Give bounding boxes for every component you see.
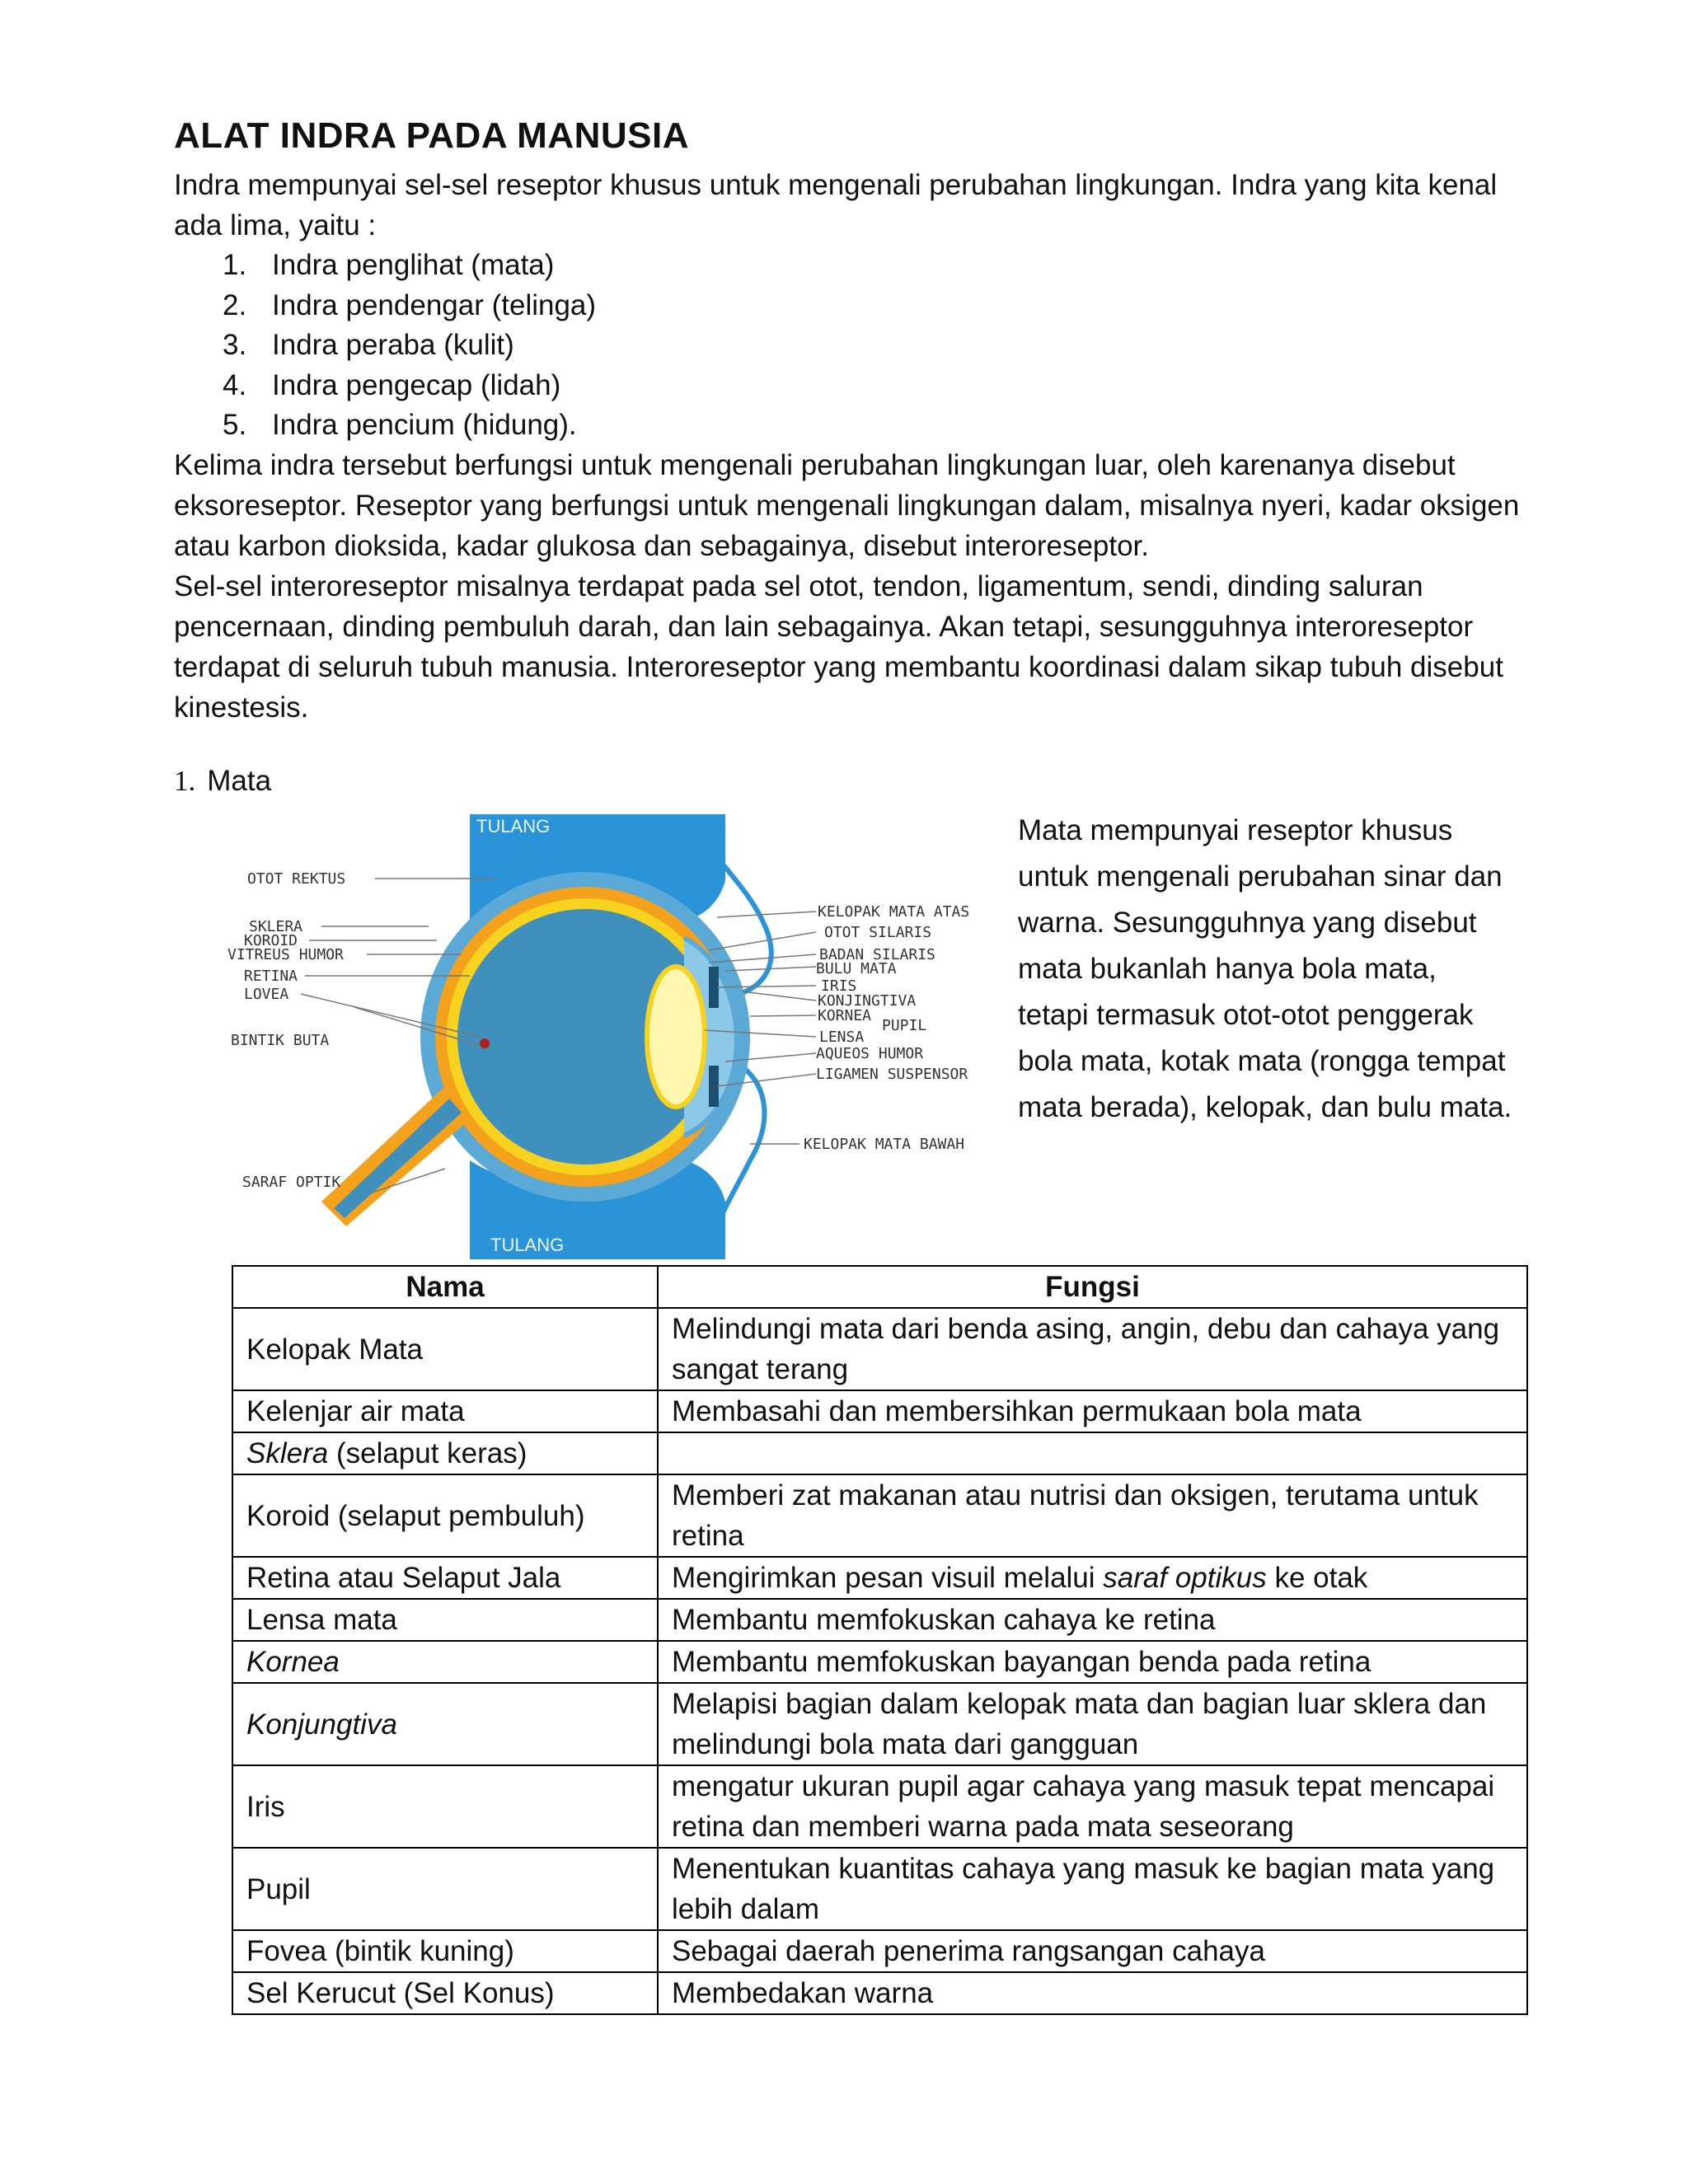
cell-fungsi: Memberi zat makanan atau nutrisi dan oksigen, terutama untuk retina [658,1474,1527,1557]
cell-nama: Kornea [232,1641,658,1683]
table-row [232,1765,1527,1848]
table-row [232,1308,1527,1390]
label-lovea: LOVEA [244,986,289,1003]
table-row [232,1599,1527,1641]
cell-fungsi [658,1432,1527,1474]
column-header-fungsi: Fungsi [658,1266,1527,1308]
label-kornea: KORNEA [818,1007,872,1024]
table-header-row [232,1266,1527,1308]
cell-nama: Fovea (bintik kuning) [232,1930,658,1972]
page-title: ALAT INDRA PADA MANUSIA [174,115,690,156]
cell-fungsi: Membedakan warna [658,1972,1527,2014]
label-retina: RETINA [244,968,298,985]
eye-parts-table [232,1265,1528,2015]
cell-fungsi: Membasahi dan membersihkan permukaan bola mata [658,1390,1527,1432]
cell-fungsi: Membantu memfokuskan bayangan benda pada retina [658,1641,1527,1683]
label-kelopak-mata-bawah: KELOPAK MATA BAWAH [804,1136,965,1153]
table-row [232,1972,1527,2014]
label-aqueos-humor: AQUEOS HUMOR [816,1045,924,1062]
label-ligamen-suspensor: LIGAMEN SUSPENSOR [816,1066,968,1083]
label-koroid: KOROID [244,932,298,949]
cell-fungsi: Melapisi bagian dalam kelopak mata dan bagian luar sklera dan melindungi bola mata dari gangguan [658,1683,1527,1765]
cell-nama: Retina atau Selaput Jala [232,1557,658,1599]
label-pupil: PUPIL [882,1017,927,1034]
cell-nama: Lensa mata [232,1599,658,1641]
label-lensa: LENSA [819,1029,865,1046]
cell-fungsi-pre: Mengirimkan pesan visuil melalui [672,1562,1104,1594]
list-number: 3. [223,329,247,361]
cell-nama: Kelenjar air mata [232,1390,658,1432]
label-kelopak-mata-atas: KELOPAK MATA ATAS [818,903,970,921]
table-row [232,1930,1527,1972]
cell-nama: Iris [232,1765,658,1848]
label-otot-rektus: OTOT REKTUS [247,870,346,888]
cell-fungsi-post: ke otak [1266,1562,1368,1594]
label-badan-silaris: BADAN SILARIS [819,946,935,963]
eye-anatomy-diagram [223,814,997,1259]
section-title: Mata [207,765,272,797]
cell-nama [232,1432,658,1474]
label-otot-silaris: OTOT SILARIS [824,924,932,941]
label-vitreus-humor: VITREUS HUMOR [227,946,344,963]
label-tulang-bottom: TULANG [490,1235,565,1255]
label-iris: IRIS [821,977,857,995]
column-header-nama: Nama [232,1266,658,1308]
label-saraf-optik: SARAF OPTIK [242,1174,341,1191]
label-konjingtiva: KONJINGTIVA [818,992,917,1010]
table-row [232,1432,1527,1474]
cell-fungsi: Membantu memfokuskan cahaya ke retina [658,1599,1527,1641]
list-text: Indra pencium (hidung). [272,409,577,441]
list-text: Indra pengecap (lidah) [272,368,561,401]
cell-fungsi [658,1557,1527,1599]
table-row [232,1683,1527,1765]
label-bulu-mata: BULU MATA [816,960,897,977]
blind-spot [480,1038,490,1048]
cell-fungsi: Menentukan kuantitas cahaya yang masuk ke bagian mata yang lebih dalam [658,1848,1527,1930]
list-item [223,246,596,286]
section-number: 1. [174,765,196,797]
cell-nama: Pupil [232,1848,658,1930]
list-number: 2. [223,288,247,321]
list-number: 1. [223,249,247,281]
table-row [232,1474,1527,1557]
senses-list [223,246,596,446]
cell-fungsi: Melindungi mata dari benda asing, angin, debu dan cahaya yang sangat terang [658,1308,1527,1390]
cell-nama: Koroid (selaput pembuluh) [232,1474,658,1557]
cell-nama-italic: Sklera [246,1437,329,1469]
list-number: 4. [223,368,247,401]
cell-fungsi-italic: saraf optikus [1103,1562,1267,1594]
cell-nama: Kelopak Mata [232,1308,658,1390]
list-number: 5. [223,409,247,441]
list-item [223,366,596,406]
list-item [223,326,596,366]
mata-description: Mata mempunyai reseptor khusus untuk mengenali perubahan sinar dan warna. Sesungguhnya yang disebut mata bukanlah hanya bola mata, tetapi termasuk otot-otot penggerak bola mata, kotak mata (rongga tempat mata berada), kelopak, dan bulu mata. [1018,814,1512,1123]
label-sklera: SKLERA [249,918,303,935]
label-tulang-top: TULANG [476,816,551,837]
lens [647,967,705,1107]
label-bintik-buta: BINTIK BUTA [231,1032,330,1049]
optic-nerve [334,1099,462,1218]
paragraph-interoreseptor: Sel-sel interoreseptor misalnya terdapat pada sel otot, tendon, ligamentum, sendi, dinding saluran pencernaan, dinding pembuluh darah, dan lain sebagainya. Akan tetapi, sesungguhnya interoreseptor terdapat di seluruh tubuh manusia. Interoreseptor yang membantu koordinasi dalam sikap tubuh disebut kinestesis. [174,570,1503,724]
cell-fungsi: Sebagai daerah penerima rangsangan cahaya [658,1930,1527,1972]
cell-nama: Sel Kerucut (Sel Konus) [232,1972,658,2014]
intro-paragraph: Indra mempunyai sel-sel reseptor khusus untuk mengenali perubahan lingkungan. Indra yang kita kenal ada lima, yaitu : [174,169,1498,241]
table-row [232,1848,1527,1930]
cell-fungsi: mengatur ukuran pupil agar cahaya yang masuk tepat mencapai retina dan memberi warna pada mata seseorang [658,1765,1527,1848]
cell-nama: Konjungtiva [232,1683,658,1765]
list-text: Indra penglihat (mata) [272,249,555,281]
table-row [232,1641,1527,1683]
table-row [232,1557,1527,1599]
table-row [232,1390,1527,1432]
list-text: Indra peraba (kulit) [272,329,514,361]
list-item [223,286,596,326]
list-item [223,405,596,446]
paragraph-eksoreseptor: Kelima indra tersebut berfungsi untuk mengenali perubahan lingkungan luar, oleh karenanya disebut eksoreseptor. Reseptor yang berfungsi untuk mengenali lingkungan dalam, misalnya nyeri, kadar oksigen atau karbon dioksida, kadar glukosa dan sebagainya, disebut interoreseptor. [174,449,1520,562]
section-heading-mata [174,765,271,798]
list-text: Indra pendengar (telinga) [272,288,597,321]
cell-nama-rest: (selaput keras) [328,1437,528,1469]
